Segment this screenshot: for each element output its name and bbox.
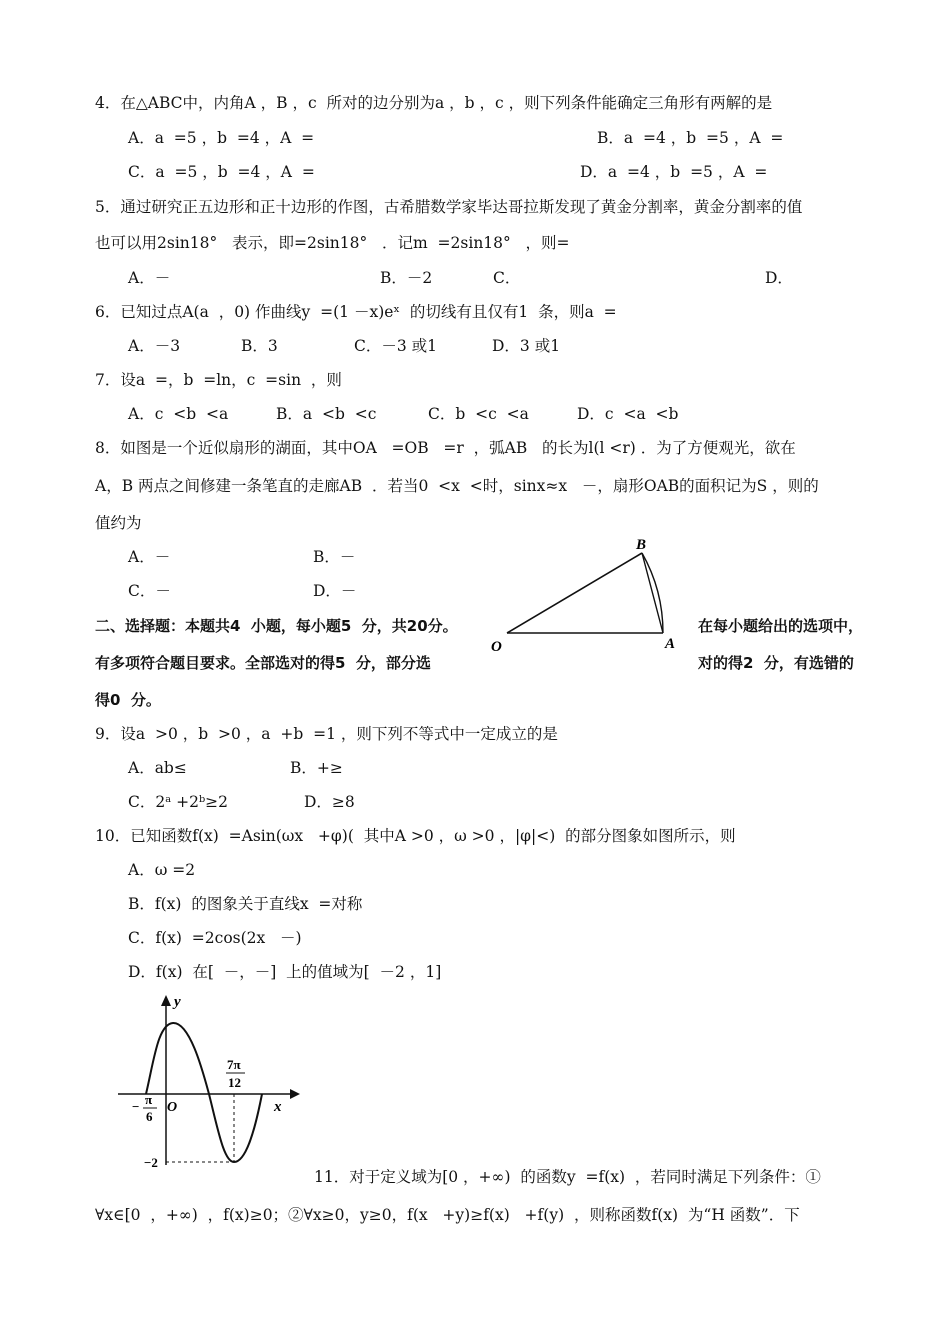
section2-line1a: 二、选择题：本题共4 小题，每小题5 分，共20分。: [95, 617, 458, 635]
q8-line2: A，B 两点之间修建一条笔直的走廊AB ．若当0 <x <时，sinx≈x －，扇形OAB的面积记为S ，则的: [95, 477, 819, 495]
q10-option-d: D．f(x) 在[ －，－] 上的值域为[ －2 ，1]: [128, 963, 442, 981]
q10-option-a: A．ω =2: [128, 861, 196, 879]
q8-option-d: D．－: [313, 582, 357, 600]
q8-option-a: A．－: [128, 548, 171, 566]
q6-option-a: A．－3: [128, 337, 181, 355]
q5-option-d: D．: [765, 269, 793, 287]
sine-frac1-num: 7π: [227, 1057, 241, 1072]
sine-y-label: y: [174, 994, 181, 1010]
section2-line2b: 对的得2 分，有选错的: [698, 654, 854, 672]
sine-frac1-den: 12: [228, 1075, 241, 1090]
q9-option-a: A．ab≤: [128, 759, 187, 777]
section2-line1b: 在每小题给出的选项中，: [698, 617, 864, 635]
q4-option-a: A．a =5 ，b =4 ，A =: [128, 129, 315, 147]
q5-line1: 5．通过研究正五边形和正十边形的作图，古希腊数学家毕达哥拉斯发现了黄金分割率，黄金分割率的值: [95, 198, 803, 216]
sector-label-b: B: [636, 537, 647, 553]
q6-option-c: C．－3 或1: [354, 337, 438, 355]
q5-option-c: C．: [493, 269, 521, 287]
q5-option-b: B．－2: [380, 269, 433, 287]
sector-figure: [485, 530, 695, 655]
q5-option-a: A．－: [128, 269, 171, 287]
q4-option-c: C．a =5 ，b =4 ，A =: [128, 163, 315, 181]
q9-stem: 9．设a >0 ，b >0 ，a +b =1 ，则下列不等式中一定成立的是: [95, 725, 558, 743]
q6-option-b: B．3: [241, 337, 278, 355]
sector-label-a: A: [665, 636, 676, 652]
q6-option-d: D．3 或1: [492, 337, 561, 355]
q11-line1: 11．对于定义域为[0 ，+∞) 的函数y =f(x) ，若同时满足下列条件：①: [314, 1168, 821, 1186]
sine-frac2-num: π: [145, 1092, 153, 1107]
q9-option-c: C．2ᵃ +2ᵇ≥2: [128, 793, 229, 811]
q10-option-b: B．f(x) 的图象关于直线x =对称: [128, 895, 363, 913]
sector-label-o: O: [491, 639, 502, 655]
q7-option-a: A．c <b <a: [128, 405, 229, 423]
q6-stem: 6．已知过点A(a ，0) 作曲线y =(1 －x)eˣ 的切线有且仅有1 条，则a =: [95, 303, 617, 321]
q4-option-d: D．a =4 ，b =5 ，A =: [580, 163, 768, 181]
q8-line1: 8．如图是一个近似扇形的湖面，其中OA =OB =r ，弧AB 的长为l(l <r) ．为了方便观光，欲在: [95, 439, 796, 457]
section2-line2a: 有多项符合题目要求。全部选对的得5 分，部分选: [95, 654, 431, 672]
sine-graph-figure: [110, 990, 310, 1175]
q11-line2: ∀x∈[0 ，+∞) ，f(x)≥0；②∀x≥0，y≥0，f(x +y)≥f(x) +f(y) ，则称函数f(x) 为“H 函数”．下: [95, 1206, 800, 1224]
section2-line3: 得0 分。: [95, 691, 161, 709]
q7-option-c: C．b <c <a: [428, 405, 529, 423]
sine-ymin-label: −2: [144, 1155, 158, 1170]
q4-option-b: B．a =4 ，b =5 ，A =: [597, 129, 784, 147]
sine-frac2-sign: −: [132, 1099, 140, 1114]
q4-stem: 4．在△ABC中，内角A ，B ，c 所对的边分别为a ，b ，c ，则下列条件能确定三角形有两解的是: [95, 94, 773, 112]
q10-option-c: C．f(x) =2cos(2x －): [128, 929, 302, 947]
q9-option-d: D．≥8: [304, 793, 355, 811]
sine-origin-label: O: [167, 1100, 178, 1115]
sine-x-label: x: [274, 1099, 282, 1115]
q7-option-b: B．a <b <c: [276, 405, 377, 423]
q9-option-b: B．+≥: [290, 759, 343, 777]
q5-line2: 也可以用2sin18° 表示，即=2sin18° ．记m =2sin18° ，则=: [95, 234, 570, 252]
q8-option-b: B．－: [313, 548, 356, 566]
q8-line3: 值约为: [95, 514, 142, 532]
q8-option-c: C．－: [128, 582, 171, 600]
sine-frac2-den: 6: [146, 1109, 153, 1124]
q7-option-d: D．c <a <b: [577, 405, 679, 423]
q10-stem: 10．已知函数f(x) =Asin(ωx +φ)( 其中A >0 ，ω >0 ，|φ|<) 的部分图象如图所示，则: [95, 827, 736, 845]
q7-stem: 7．设a =，b =ln，c =sin ，则: [95, 371, 342, 389]
